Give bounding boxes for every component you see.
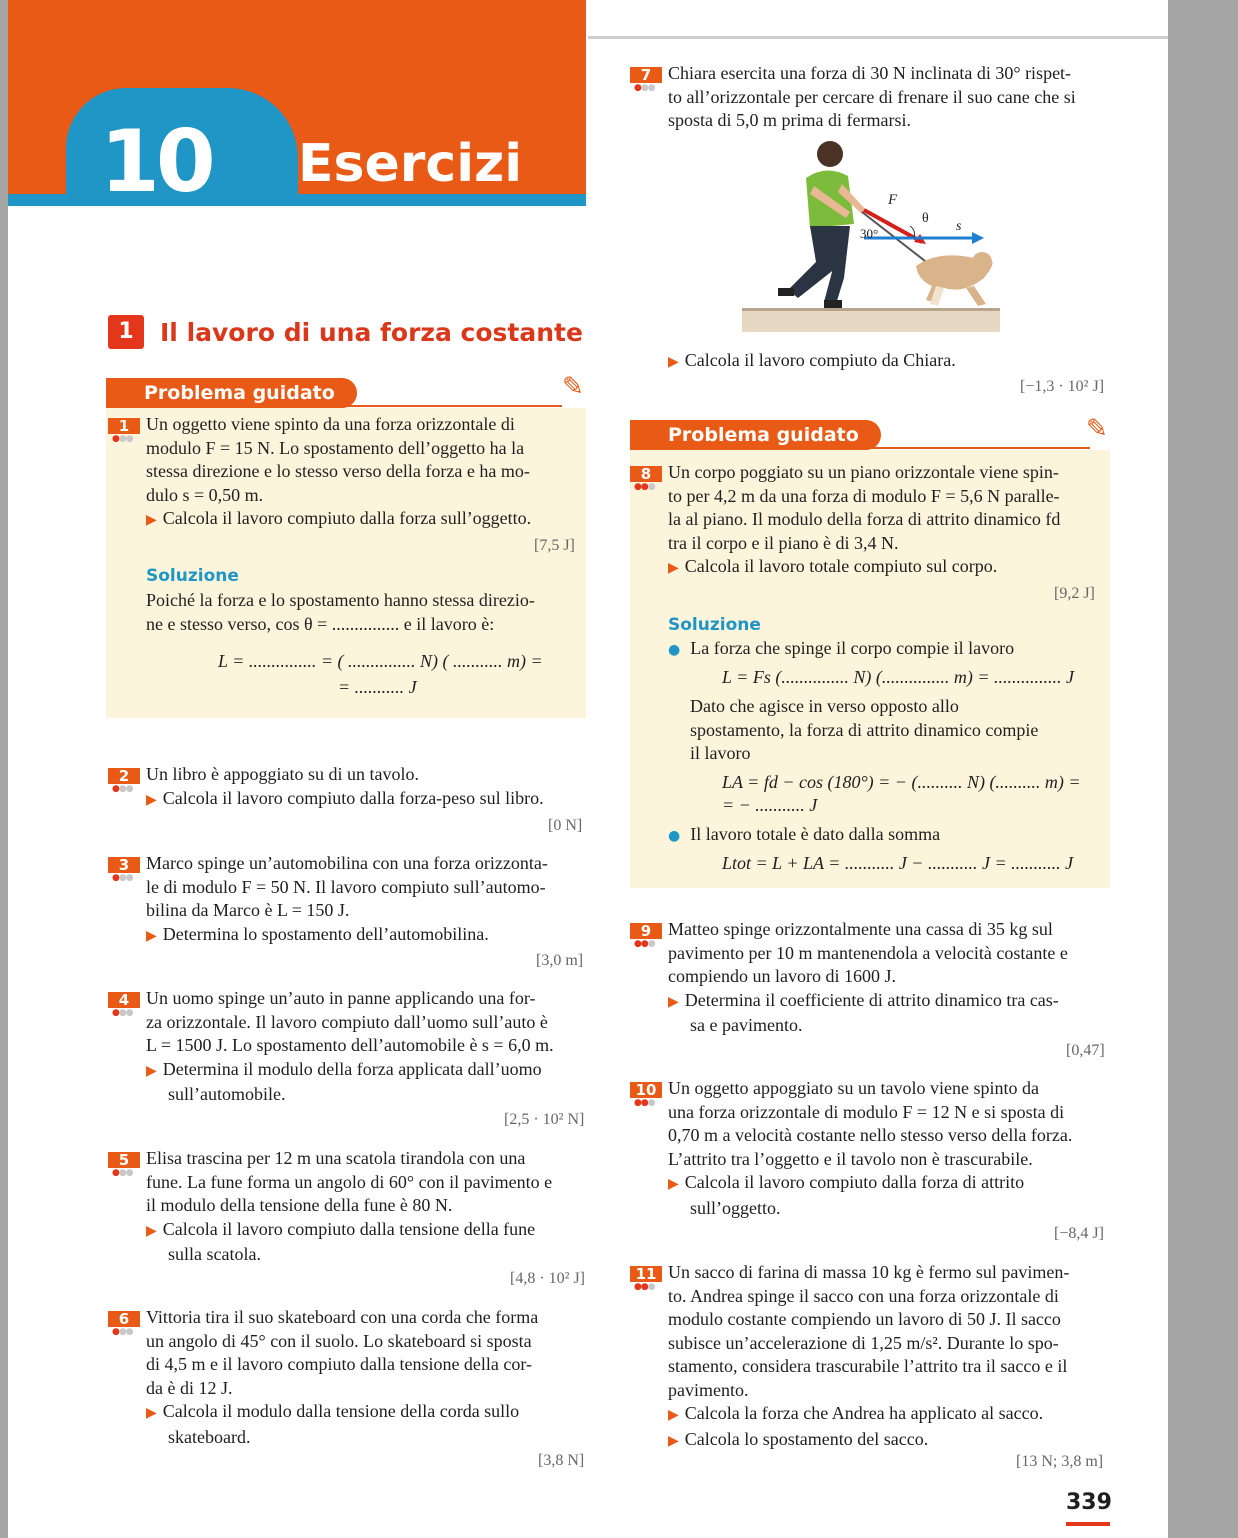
solution-text-line: Dato che agisce in verso opposto allo <box>690 696 959 716</box>
solution-1 <box>146 589 576 636</box>
exercise-answer: [−8,4 J] <box>1054 1225 1104 1242</box>
exercise-11 <box>668 1261 1113 1453</box>
exercise-text-line: Un libro è appoggiato su di un tavolo. <box>146 764 419 784</box>
exercise-number: 10 <box>630 1082 662 1098</box>
exercise-number: 7 <box>630 67 662 83</box>
exercise-text-line: Un corpo poggiato su un piano orizzontale viene spin- <box>668 462 1059 482</box>
exercise-text-line: la al piano. Il modulo della forza di attrito dinamico fd <box>668 509 1061 529</box>
bullet-icon: ● <box>668 828 681 844</box>
triangle-icon: ▶ <box>146 927 157 944</box>
solution-text: Il lavoro totale è dato dalla somma <box>690 824 941 844</box>
exercise-text-line: to all’orizzontale per cercare di frenare il suo cane che si <box>668 86 1076 107</box>
exercise-text-line: L’attrito tra l’oggetto e il tavolo non è trascurabile. <box>668 1148 1033 1169</box>
exercise-text-line: Un uomo spinge un’auto in panne applicando una for- <box>146 988 536 1008</box>
exercise-number: 9 <box>630 923 662 939</box>
exercise-text-line: L = 1500 J. Lo spostamento dell’automobile è s = 6,0 m. <box>146 1035 554 1055</box>
angle-label: 30° <box>860 226 879 241</box>
page-number-underline <box>1066 1522 1110 1526</box>
exercise-10 <box>668 1077 1113 1220</box>
formula-line: L = ............... = ( ............... N) ( ........... m) = <box>218 651 543 671</box>
exercise-number: 2 <box>108 768 140 784</box>
guided-problem-header-right <box>630 414 1110 450</box>
exercise-text-line: un angolo di 45° con il suolo. Lo skateboard si sposta <box>146 1330 532 1351</box>
chapter-number: 10 <box>100 112 212 212</box>
exercise-answer: [3,8 N] <box>538 1452 585 1469</box>
exercise-3 <box>146 852 586 948</box>
triangle-icon: ▶ <box>668 993 679 1010</box>
exercise-task: Calcola il lavoro totale compiuto sul corpo. <box>684 556 998 576</box>
difficulty-dots: ●●● <box>112 1008 133 1018</box>
exercise-text-line: modulo F = 15 N. Lo spostamento dell’oggetto ha la <box>146 437 525 458</box>
exercise-9 <box>668 918 1113 1038</box>
exercise-text-line: Un oggetto appoggiato su un tavolo viene spinto da <box>668 1078 1039 1098</box>
exercise-1 <box>146 413 576 533</box>
exercise-task: skateboard. <box>168 1426 251 1447</box>
exercise-task: sulla scatola. <box>168 1244 261 1264</box>
formula-line: L = Fs (............... N) (............... m) = ............... J <box>722 667 1074 687</box>
textbook-page <box>8 0 1168 1538</box>
exercise-text-line: le di modulo F = 50 N. Il lavoro compiuto sull’automo- <box>146 876 546 897</box>
exercise-task: Determina il modulo della forza applicata dall’uomo <box>162 1058 542 1079</box>
exercise-answer: [9,2 J] <box>1054 585 1095 602</box>
exercise-task: Calcola il lavoro compiuto dalla forza-peso sul libro. <box>162 787 544 808</box>
formula-line: Ltot = L + LA = ........... J − ........... J = ........... J <box>722 853 1074 873</box>
force-label: F <box>888 192 898 208</box>
exercise-text-line: Un sacco di farina di massa 10 kg è fermo sul pavimen- <box>668 1262 1070 1282</box>
solution-text-line: spostamento, la forza di attrito dinamico compie <box>690 719 1039 740</box>
exercise-number: 5 <box>108 1152 140 1168</box>
exercise-text-line: modulo costante compiendo un lavoro di 50 J. Il sacco <box>668 1309 1061 1329</box>
exercise-answer: [0 N] <box>548 817 583 834</box>
exercise-task: Calcola la forza che Andrea ha applicato al sacco. <box>684 1403 1044 1423</box>
exercise-task: Calcola il lavoro compiuto dalla forza di attrito <box>684 1172 1025 1192</box>
exercise-answer: [7,5 J] <box>534 537 575 554</box>
exercise-text-line: Chiara esercita una forza di 30 N inclinata di 30° rispet- <box>668 63 1072 83</box>
displacement-label: s <box>956 219 962 234</box>
difficulty-dots: ●●● <box>112 1168 133 1178</box>
exercise-text-line: di 4,5 m e il lavoro compiuto dalla tensione della cor- <box>146 1354 533 1374</box>
triangle-icon: ▶ <box>146 1062 157 1079</box>
page-number: 339 <box>1066 1490 1112 1515</box>
chapter-title: Esercizi <box>298 134 523 194</box>
exercise-task: sa e pavimento. <box>690 1015 803 1035</box>
exercise-6 <box>146 1306 586 1449</box>
triangle-icon: ▶ <box>146 1405 157 1421</box>
triangle-icon: ▶ <box>668 1407 679 1423</box>
exercise-text-line: da è di 12 J. <box>146 1377 233 1398</box>
exercise-text-line: to per 4,2 m da una forza di modulo F = 5,6 N paralle- <box>668 485 1060 506</box>
pencil-icon: ✎ <box>562 372 584 402</box>
difficulty-dots: ●●● <box>634 939 655 949</box>
difficulty-dots: ●●● <box>112 784 133 794</box>
exercise-answer: [2,5 · 10² N] <box>504 1111 585 1128</box>
exercise-text-line: Matteo spinge orizzontalmente una cassa di 35 kg sul <box>668 919 1053 939</box>
exercise-text-line: Elisa trascina per 12 m una scatola tirandola con una <box>146 1148 526 1168</box>
exercise-text-line: il modulo della tensione della fune è 80 N. <box>146 1195 453 1215</box>
figure-girl-pulling-dog <box>738 138 1008 338</box>
bullet-icon: ● <box>668 642 681 658</box>
triangle-icon: ▶ <box>668 560 679 576</box>
exercise-text-line: pavimento per 10 m mantenendola a velocità costante e <box>668 942 1068 963</box>
exercise-text-line: bilina da Marco è L = 150 J. <box>146 900 350 920</box>
exercise-number: 1 <box>108 418 140 434</box>
exercise-number: 3 <box>108 857 140 873</box>
guided-problem-label: Problema guidato <box>630 420 881 450</box>
exercise-text-line: subisce un’accelerazione di 1,25 m/s². Durante lo spo- <box>668 1332 1059 1353</box>
theta-label: θ <box>922 211 929 226</box>
triangle-icon: ▶ <box>146 1222 157 1239</box>
exercise-8 <box>668 461 1113 581</box>
triangle-icon: ▶ <box>668 354 679 370</box>
exercise-text-line: compiendo un lavoro di 1600 J. <box>668 966 896 986</box>
exercise-answer: [−1,3 · 10² J] <box>1020 378 1105 395</box>
exercise-7-task <box>668 349 1113 375</box>
exercise-text-line: pavimento. <box>668 1379 749 1400</box>
exercise-answer: [13 N; 3,8 m] <box>1016 1453 1104 1470</box>
exercise-4 <box>146 987 586 1107</box>
exercise-task: Calcola il lavoro compiuto da Chiara. <box>684 350 956 370</box>
difficulty-dots: ●●● <box>634 482 655 492</box>
guided-problem-label: Problema guidato <box>106 378 357 408</box>
exercise-text-line: una forza orizzontale di modulo F = 12 N e si sposta di <box>668 1101 1065 1122</box>
girl-head <box>817 141 843 167</box>
triangle-icon: ▶ <box>146 791 157 808</box>
triangle-icon: ▶ <box>668 1176 679 1192</box>
exercise-answer: [0,47] <box>1066 1042 1105 1059</box>
difficulty-dots: ●●● <box>634 83 655 93</box>
solution-8 <box>668 637 1108 663</box>
exercise-5 <box>146 1147 586 1267</box>
solution-text: La forza che spinge il corpo compie il lavoro <box>690 638 1015 658</box>
exercise-text-line: fune. La fune forma un angolo di 60° con il pavimento e <box>146 1171 553 1192</box>
exercise-text-line: sposta di 5,0 m prima di fermarsi. <box>668 110 911 130</box>
triangle-icon: ▶ <box>668 1432 679 1449</box>
solution-8-b2 <box>668 823 1108 849</box>
exercise-number: 11 <box>630 1266 662 1282</box>
formula-line: = − ........... J <box>722 795 818 815</box>
section-number: 1 <box>108 315 144 349</box>
difficulty-dots: ●●● <box>634 1098 655 1108</box>
exercise-text-line: tra il corpo e il piano è di 3,4 N. <box>668 532 899 553</box>
floor <box>742 310 1000 332</box>
exercise-task: sull’automobile. <box>168 1084 286 1104</box>
exercise-7 <box>668 62 1113 133</box>
pencil-icon: ✎ <box>1086 414 1108 444</box>
exercise-text-line: stamento, considera trascurabile l’attrito tra il sacco e il <box>668 1356 1068 1376</box>
exercise-text-line: to. Andrea spinge il sacco con una forza orizzontale di <box>668 1285 1059 1306</box>
solution-text-line: ne e stesso verso, cos θ = ............... e il lavoro è: <box>146 613 495 634</box>
guided-rule <box>850 447 1090 449</box>
exercise-task: Determina il coefficiente di attrito dinamico tra cas- <box>684 989 1059 1010</box>
exercise-task: Determina lo spostamento dell’automobilina. <box>162 923 489 944</box>
exercise-task: sull’oggetto. <box>690 1197 781 1218</box>
difficulty-dots: ●●● <box>112 434 133 444</box>
formula-line: LA = fd − cos (180°) = − (.......... N) (.......... m) = <box>722 772 1081 792</box>
difficulty-dots: ●●● <box>634 1282 655 1292</box>
formula-line: = ........... J <box>338 677 417 697</box>
exercise-number: 4 <box>108 992 140 1008</box>
top-rule <box>588 36 1168 39</box>
solution-label: Soluzione <box>668 615 761 635</box>
exercise-answer: [4,8 · 10² J] <box>510 1270 586 1287</box>
exercise-2 <box>146 763 586 812</box>
solution-8-paragraph <box>690 695 1110 766</box>
exercise-task: Calcola lo spostamento del sacco. <box>684 1428 929 1449</box>
exercise-task: Calcola il lavoro compiuto dalla forza sull’oggetto. <box>162 508 532 528</box>
exercise-answer: [3,0 m] <box>536 952 584 969</box>
exercise-task: Calcola il lavoro compiuto dalla tensione della fune <box>162 1218 536 1239</box>
exercise-text-line: za orizzontale. Il lavoro compiuto dall’uomo sull’auto è <box>146 1011 548 1032</box>
exercise-number: 6 <box>108 1311 140 1327</box>
solution-label: Soluzione <box>146 566 239 586</box>
exercise-text-line: Marco spinge un’automobilina con una forza orizzonta- <box>146 853 548 873</box>
difficulty-dots: ●●● <box>112 1327 133 1337</box>
triangle-icon: ▶ <box>146 512 157 528</box>
exercise-task: Calcola il modulo dalla tensione della corda sullo <box>162 1401 520 1421</box>
exercise-text-line: Un oggetto viene spinto da una forza orizzontale di <box>146 414 515 434</box>
guided-rule <box>326 405 562 407</box>
exercise-text-line: 0,70 m a velocità costante nello stesso verso della forza. <box>668 1125 1073 1145</box>
solution-text-line: il lavoro <box>690 743 751 763</box>
difficulty-dots: ●●● <box>112 873 133 883</box>
solution-text-line: Poiché la forza e lo spostamento hanno stessa direzio- <box>146 590 535 610</box>
exercise-text-line: dulo s = 0,50 m. <box>146 484 264 505</box>
section-title: Il lavoro di una forza costante <box>160 318 583 347</box>
guided-problem-header-left <box>106 372 586 408</box>
exercise-number: 8 <box>630 466 662 482</box>
exercise-text-line: stessa direzione e lo stesso verso della forza e ha mo- <box>146 461 530 481</box>
exercise-text-line: Vittoria tira il suo skateboard con una corda che forma <box>146 1307 539 1327</box>
